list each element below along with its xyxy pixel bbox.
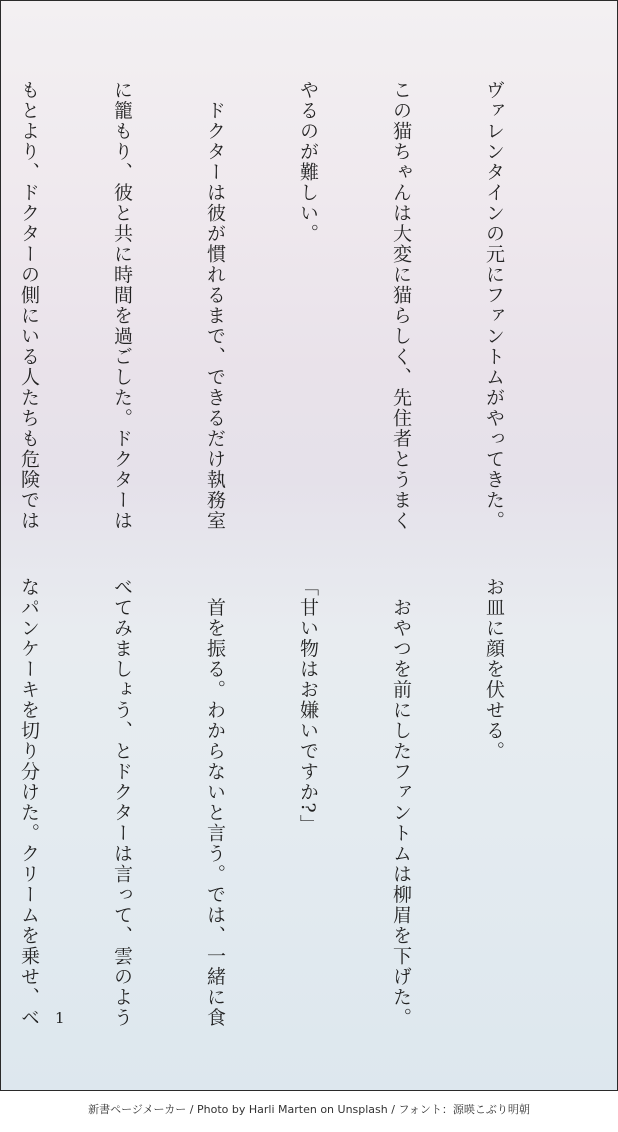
page-number: 1 [55, 1009, 65, 1027]
text-column: なパンケーキを切り分けた。クリームを乗せ、ベ [18, 577, 40, 1028]
text-column: 首を振る。わからないと言う。では、一緒に食 [204, 577, 226, 1028]
text-column: ドクターは彼が慣れるまで、できるだけ執務室 [204, 80, 226, 531]
text-column: やるのが難しい。 [297, 80, 319, 244]
text-column: 「甘い物はお嫌いですか?」 [297, 577, 319, 835]
text-block-top [0, 80, 571, 530]
text-column: に籠もり、彼と共に時間を過ごした。ドクターは [111, 80, 133, 531]
text-column: ヴァレンタインの元にファントムがやってきた。 [483, 80, 505, 531]
text-column: もとより、ドクターの側にいる人たちも危険では [18, 80, 40, 531]
text-column: べてみましょう、とドクターは言って、雲のよう [111, 577, 133, 1028]
footer-credit: 新書ページメーカー / Photo by Harli Marten on Unsplash / フォント：源暎こぶり明朝 [88, 1103, 530, 1116]
text-block-bottom [0, 577, 571, 1027]
text-column: この猫ちゃんは大変に猫らしく、先住者とうまく [390, 80, 412, 531]
text-column: お皿に顔を伏せる。 [483, 577, 505, 762]
text-column: おやつを前にしたファントムは柳眉を下げた。 [390, 577, 412, 1028]
